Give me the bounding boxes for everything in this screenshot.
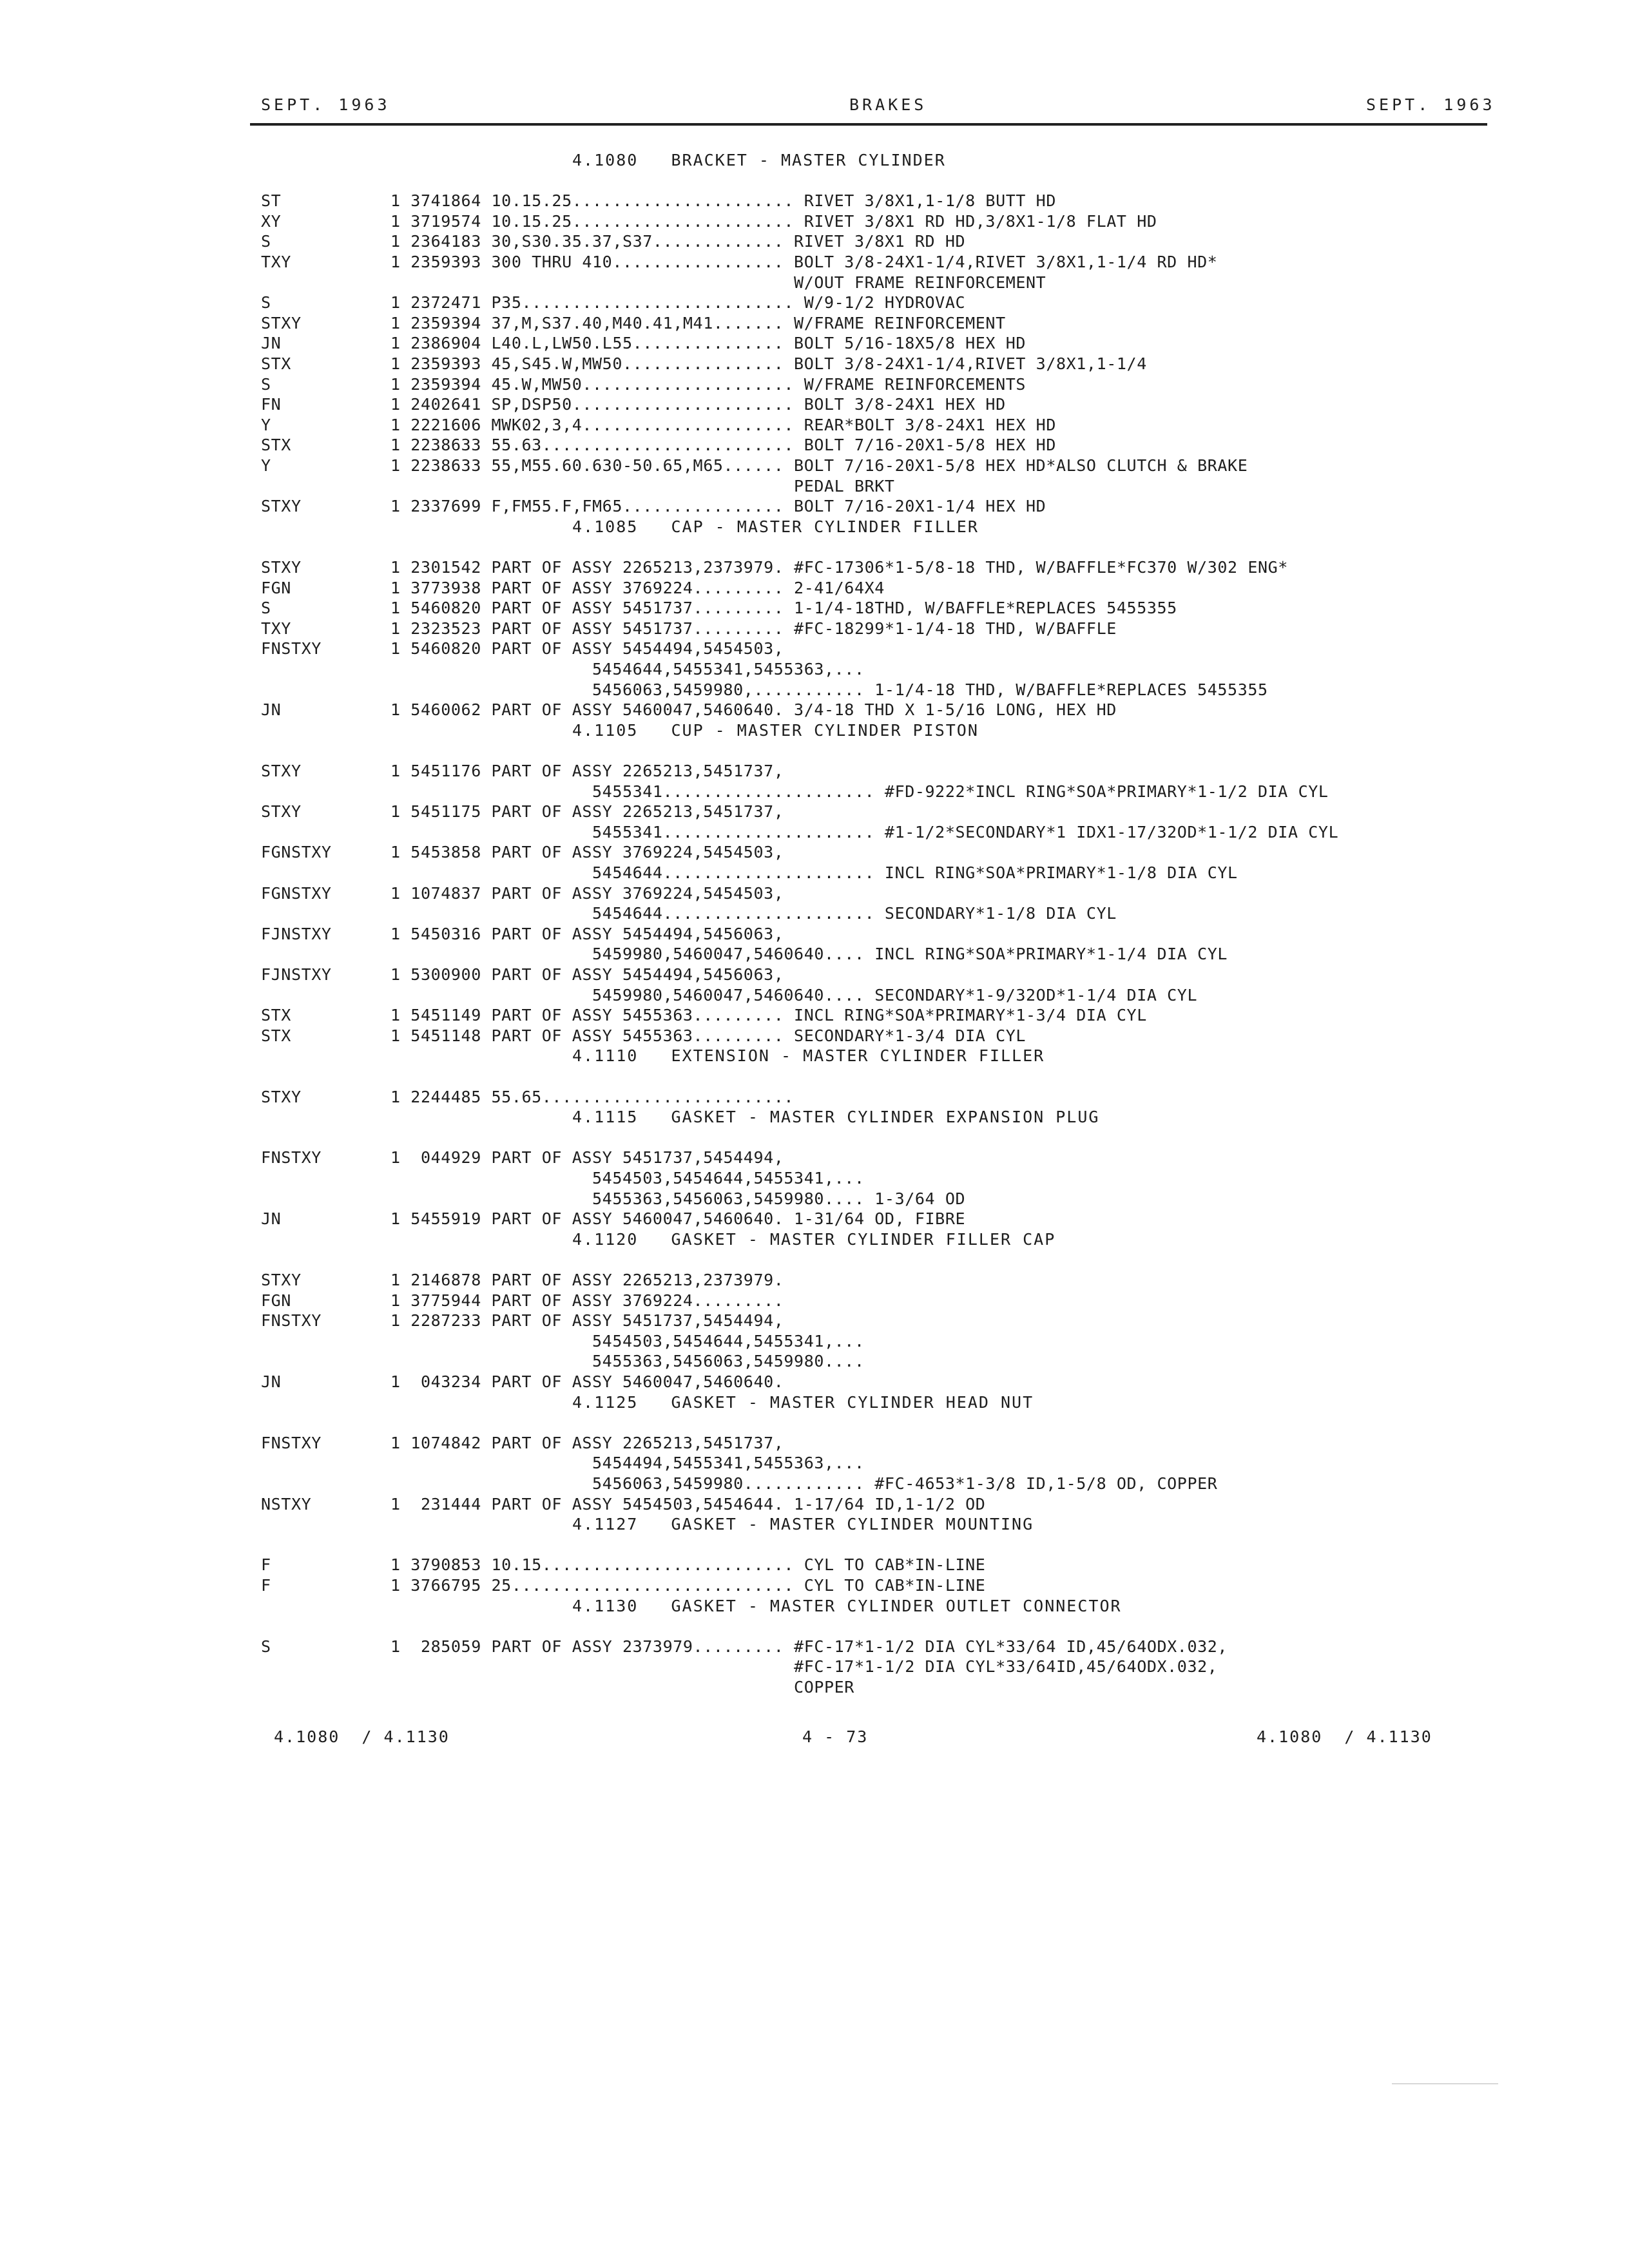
- part-row: [0, 985, 1629, 1005]
- part-entry: 5454644..................... SECONDARY*1-1/8 DIA CYL: [390, 904, 1117, 923]
- part-row: [0, 1657, 1629, 1677]
- model-code: FGN: [261, 1291, 291, 1310]
- part-row: [0, 619, 1629, 639]
- header-date-right: SEPT. 1963: [1366, 95, 1496, 114]
- model-code: STXY: [261, 558, 302, 577]
- part-entry: 1 3773938 PART OF ASSY 3769224......... 2-41/64X4: [390, 579, 885, 597]
- section-title-row: [0, 517, 1629, 537]
- part-entry: W/OUT FRAME REINFORCEMENT: [390, 273, 1046, 292]
- model-code: STXY: [261, 1088, 302, 1106]
- part-entry: 1 5451149 PART OF ASSY 5455363......... INCL RING*SOA*PRIMARY*1-3/4 DIA CYL: [390, 1006, 1147, 1024]
- header-date-left: SEPT. 1963: [261, 95, 390, 114]
- part-row: [0, 496, 1629, 516]
- model-code: FNSTXY: [261, 1311, 322, 1330]
- part-row: [0, 1291, 1629, 1311]
- part-row: [0, 944, 1629, 964]
- part-entry: 1 1074842 PART OF ASSY 2265213,5451737,: [390, 1434, 784, 1452]
- part-entry: 1 3766795 25............................ CYL TO CAB*IN-LINE: [390, 1576, 986, 1595]
- part-row: [0, 1026, 1629, 1046]
- section-title: 4.1115 GASKET - MASTER CYLINDER EXPANSION PLUG: [572, 1108, 1100, 1126]
- part-entry: PEDAL BRKT: [390, 477, 895, 495]
- part-row: [0, 1005, 1629, 1025]
- part-entry: 5454494,5455341,5455363,...: [390, 1454, 865, 1472]
- part-row: [0, 1331, 1629, 1351]
- model-code: S: [261, 232, 271, 251]
- part-entry: 5454503,5454644,5455341,...: [390, 1169, 865, 1187]
- part-row: [0, 1575, 1629, 1595]
- part-row: [0, 1637, 1629, 1657]
- part-entry: 5459980,5460047,5460640.... SECONDARY*1-9/32OD*1-1/4 DIA CYL: [390, 986, 1198, 1004]
- part-entry: #FC-17*1-1/2 DIA CYL*33/64ID,45/64ODX.032,: [390, 1657, 1218, 1676]
- part-row: [0, 1270, 1629, 1290]
- model-code: TXY: [261, 253, 291, 271]
- part-entry: 1 2402641 SP,DSP50...................... BOLT 3/8-24X1 HEX HD: [390, 395, 1006, 414]
- section-title-row: [0, 1596, 1629, 1616]
- model-code: FGNSTXY: [261, 884, 332, 903]
- part-row: [0, 293, 1629, 312]
- footer-page-number: 4 - 73: [802, 1727, 869, 1746]
- section-title: 4.1125 GASKET - MASTER CYLINDER HEAD NUT: [572, 1393, 1034, 1412]
- model-code: S: [261, 1637, 271, 1656]
- section-title-row: [0, 1046, 1629, 1066]
- model-code: ST: [261, 191, 282, 210]
- part-row: [0, 191, 1629, 211]
- section-title-row: [0, 1392, 1629, 1412]
- model-code: STXY: [261, 802, 302, 821]
- part-entry: 1 5455919 PART OF ASSY 5460047,5460640. 1-31/64 OD, FIBRE: [390, 1209, 966, 1228]
- section-title-row: [0, 1107, 1629, 1127]
- part-entry: 1 2287233 PART OF ASSY 5451737,5454494,: [390, 1311, 784, 1330]
- part-row: [0, 883, 1629, 903]
- part-entry: 1 2386904 L40.L,LW50.L55............... BOLT 5/16-18X5/8 HEX HD: [390, 334, 1027, 352]
- model-code: S: [261, 599, 271, 617]
- section-title-row: [0, 720, 1629, 740]
- part-entry: 1 3741864 10.15.25...................... RIVET 3/8X1,1-1/8 BUTT HD: [390, 191, 1056, 210]
- part-entry: 5454503,5454644,5455341,...: [390, 1332, 865, 1350]
- part-entry: 1 3775944 PART OF ASSY 3769224.........: [390, 1291, 784, 1310]
- part-entry: 1 5450316 PART OF ASSY 5454494,5456063,: [390, 925, 784, 943]
- model-code: FNSTXY: [261, 1434, 322, 1452]
- part-row: [0, 1555, 1629, 1575]
- model-code: F: [261, 1576, 271, 1595]
- part-entry: 1 231444 PART OF ASSY 5454503,5454644. 1-17/64 ID,1-1/2 OD: [390, 1495, 986, 1514]
- model-code: S: [261, 375, 271, 394]
- part-row: [0, 333, 1629, 353]
- part-row: [0, 273, 1629, 293]
- part-row: [0, 1311, 1629, 1331]
- part-entry: 1 3719574 10.15.25...................... RIVET 3/8X1 RD HD,3/8X1-1/8 FLAT HD: [390, 212, 1157, 231]
- part-row: [0, 1494, 1629, 1514]
- part-row: [0, 415, 1629, 435]
- part-row: [0, 313, 1629, 333]
- section-title: 4.1120 GASKET - MASTER CYLINDER FILLER CAP: [572, 1230, 1056, 1249]
- section-title: 4.1127 GASKET - MASTER CYLINDER MOUNTING: [572, 1515, 1034, 1533]
- part-row: [0, 557, 1629, 577]
- part-entry: 5455341..................... #1-1/2*SECONDARY*1 IDX1-17/32OD*1-1/2 DIA CYL: [390, 823, 1339, 841]
- section-title-row: [0, 1229, 1629, 1249]
- part-row: [0, 456, 1629, 476]
- part-row: [0, 863, 1629, 883]
- part-entry: 1 1074837 PART OF ASSY 3769224,5454503,: [390, 884, 784, 903]
- part-row: [0, 659, 1629, 679]
- model-code: FJNSTXY: [261, 965, 332, 984]
- part-entry: 5455363,5456063,5459980.... 1-3/64 OD: [390, 1189, 966, 1208]
- model-code: FN: [261, 395, 282, 414]
- part-entry: 1 2146878 PART OF ASSY 2265213,2373979.: [390, 1271, 784, 1289]
- section-title: 4.1085 CAP - MASTER CYLINDER FILLER: [572, 517, 979, 536]
- part-entry: 1 2238633 55,M55.60.630-50.65,M65...... BOLT 7/16-20X1-5/8 HEX HD*ALSO CLUTCH & BRAKE: [390, 456, 1248, 475]
- part-entry: 1 2323523 PART OF ASSY 5451737......... #FC-18299*1-1/4-18 THD, W/BAFFLE: [390, 619, 1117, 638]
- part-entry: 5454644,5455341,5455363,...: [390, 660, 865, 678]
- part-entry: 1 043234 PART OF ASSY 5460047,5460640.: [390, 1372, 784, 1391]
- part-entry: 1 044929 PART OF ASSY 5451737,5454494,: [390, 1148, 784, 1167]
- section-title: 4.1130 GASKET - MASTER CYLINDER OUTLET CONNECTOR: [572, 1597, 1122, 1615]
- part-row: [0, 1677, 1629, 1697]
- part-row: [0, 252, 1629, 272]
- part-row: [0, 374, 1629, 394]
- part-row: [0, 394, 1629, 414]
- model-code: Y: [261, 456, 271, 475]
- model-code: STX: [261, 354, 291, 373]
- part-row: [0, 1087, 1629, 1107]
- section-title: 4.1080 BRACKET - MASTER CYLINDER: [572, 151, 946, 169]
- model-code: XY: [261, 212, 282, 231]
- part-entry: 1 2364183 30,S30.35.37,S37............. RIVET 3/8X1 RD HD: [390, 232, 966, 251]
- model-code: JN: [261, 700, 282, 719]
- part-entry: 1 2337699 F,FM55.F,FM65................ BOLT 7/16-20X1-1/4 HEX HD: [390, 497, 1046, 515]
- part-entry: 1 5451176 PART OF ASSY 2265213,5451737,: [390, 762, 784, 780]
- part-row: [0, 903, 1629, 923]
- model-code: STX: [261, 1006, 291, 1024]
- part-row: [0, 211, 1629, 231]
- part-row: [0, 761, 1629, 781]
- part-row: [0, 965, 1629, 985]
- part-row: [0, 598, 1629, 618]
- part-row: [0, 1209, 1629, 1229]
- part-row: [0, 700, 1629, 720]
- model-code: STX: [261, 1026, 291, 1045]
- part-entry: 5455341..................... #FD-9222*INCL RING*SOA*PRIMARY*1-1/2 DIA CYL: [390, 782, 1329, 801]
- section-title-row: [0, 150, 1629, 170]
- part-entry: 1 5460820 PART OF ASSY 5454494,5454503,: [390, 639, 784, 658]
- part-entry: 1 5460820 PART OF ASSY 5451737......... 1-1/4-18THD, W/BAFFLE*REPLACES 5455355: [390, 599, 1177, 617]
- part-row: [0, 822, 1629, 842]
- model-code: JN: [261, 334, 282, 352]
- model-code: FGN: [261, 579, 291, 597]
- part-entry: 1 5300900 PART OF ASSY 5454494,5456063,: [390, 965, 784, 984]
- part-row: [0, 680, 1629, 700]
- part-entry: 1 2359394 37,M,S37.40,M40.41,M41....... W/FRAME REINFORCEMENT: [390, 314, 1006, 332]
- model-code: STXY: [261, 497, 302, 515]
- part-entry: 1 2359394 45.W,MW50..................... W/FRAME REINFORCEMENTS: [390, 375, 1027, 394]
- part-row: [0, 1351, 1629, 1371]
- part-row: [0, 1372, 1629, 1392]
- part-entry: 1 2301542 PART OF ASSY 2265213,2373979. #FC-17306*1-5/8-18 THD, W/BAFFLE*FC370 W/302 ENG*: [390, 558, 1288, 577]
- part-row: [0, 578, 1629, 598]
- part-row: [0, 1474, 1629, 1494]
- header-rule: [250, 123, 1487, 126]
- model-code: FNSTXY: [261, 1148, 322, 1167]
- footer-range-left: 4.1080 / 4.1130: [274, 1727, 450, 1746]
- model-code: FGNSTXY: [261, 843, 332, 861]
- part-row: [0, 1189, 1629, 1209]
- part-row: [0, 354, 1629, 374]
- part-row: [0, 231, 1629, 251]
- part-entry: 5455363,5456063,5459980....: [390, 1352, 865, 1370]
- model-code: FNSTXY: [261, 639, 322, 658]
- model-code: JN: [261, 1372, 282, 1391]
- part-entry: 5456063,5459980............ #FC-4653*1-3/8 ID,1-5/8 OD, COPPER: [390, 1474, 1218, 1493]
- model-code: FJNSTXY: [261, 925, 332, 943]
- footer-range-right: 4.1080 / 4.1130: [1257, 1727, 1432, 1746]
- model-code: STXY: [261, 1271, 302, 1289]
- scan-mark: [1392, 2083, 1498, 2084]
- part-entry: 1 5460062 PART OF ASSY 5460047,5460640. 3/4-18 THD X 1-5/16 LONG, HEX HD: [390, 700, 1117, 719]
- model-code: Y: [261, 416, 271, 434]
- part-row: [0, 435, 1629, 455]
- part-entry: COPPER: [390, 1678, 854, 1696]
- part-entry: 1 2221606 MWK02,3,4..................... REAR*BOLT 3/8-24X1 HEX HD: [390, 416, 1056, 434]
- model-code: STXY: [261, 762, 302, 780]
- section-title: 4.1110 EXTENSION - MASTER CYLINDER FILLER: [572, 1046, 1045, 1065]
- part-row: [0, 802, 1629, 822]
- model-code: S: [261, 293, 271, 312]
- model-code: TXY: [261, 619, 291, 638]
- part-row: [0, 1148, 1629, 1168]
- model-code: F: [261, 1555, 271, 1574]
- part-entry: 1 285059 PART OF ASSY 2373979......... #FC-17*1-1/2 DIA CYL*33/64 ID,45/64ODX.032,: [390, 1637, 1228, 1656]
- model-code: NSTXY: [261, 1495, 312, 1514]
- part-row: [0, 1453, 1629, 1473]
- part-entry: 5459980,5460047,5460640.... INCL RING*SOA*PRIMARY*1-1/4 DIA CYL: [390, 945, 1228, 963]
- header-section-title: BRAKES: [849, 95, 927, 114]
- part-row: [0, 1433, 1629, 1453]
- part-entry: 1 2372471 P35........................... W/9-1/2 HYDROVAC: [390, 293, 966, 312]
- part-row: [0, 842, 1629, 862]
- section-title: 4.1105 CUP - MASTER CYLINDER PISTON: [572, 721, 979, 740]
- section-title-row: [0, 1514, 1629, 1534]
- model-code: STX: [261, 436, 291, 454]
- part-row: [0, 782, 1629, 802]
- part-row: [0, 476, 1629, 496]
- part-entry: 1 2359393 300 THRU 410................. BOLT 3/8-24X1-1/4,RIVET 3/8X1,1-1/4 RD HD*: [390, 253, 1218, 271]
- part-entry: 1 3790853 10.15......................... CYL TO CAB*IN-LINE: [390, 1555, 986, 1574]
- part-row: [0, 639, 1629, 658]
- part-entry: 1 5453858 PART OF ASSY 3769224,5454503,: [390, 843, 784, 861]
- part-row: [0, 1168, 1629, 1188]
- part-entry: 1 5451175 PART OF ASSY 2265213,5451737,: [390, 802, 784, 821]
- part-entry: 1 2359393 45,S45.W,MW50................ BOLT 3/8-24X1-1/4,RIVET 3/8X1,1-1/4: [390, 354, 1147, 373]
- model-code: JN: [261, 1209, 282, 1228]
- part-entry: 1 5451148 PART OF ASSY 5455363......... SECONDARY*1-3/4 DIA CYL: [390, 1026, 1027, 1045]
- part-row: [0, 924, 1629, 944]
- part-entry: 5456063,5459980,........... 1-1/4-18 THD, W/BAFFLE*REPLACES 5455355: [390, 680, 1268, 699]
- part-entry: 1 2244485 55.65.........................: [390, 1088, 795, 1106]
- part-entry: 1 2238633 55.63......................... BOLT 7/16-20X1-5/8 HEX HD: [390, 436, 1056, 454]
- model-code: STXY: [261, 314, 302, 332]
- part-entry: 5454644..................... INCL RING*SOA*PRIMARY*1-1/8 DIA CYL: [390, 863, 1238, 882]
